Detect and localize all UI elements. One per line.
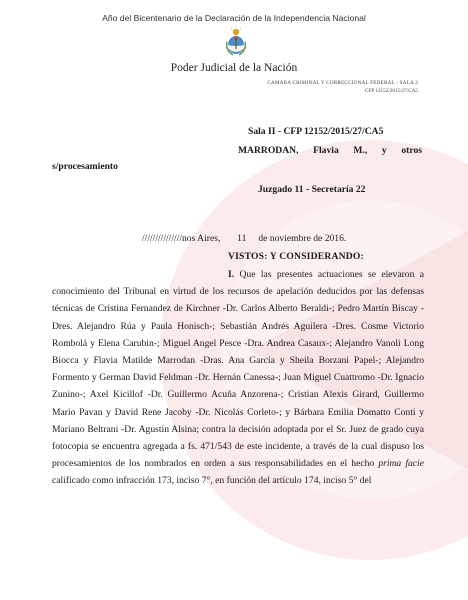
paragraph-text-continued: calificado como infracción 173, inciso 7°, en función del artículo 174, inciso 5° del <box>52 475 372 487</box>
court-secretary: Juzgado 11 - Secretaría 22 <box>258 184 366 195</box>
party-word: Flavia <box>313 145 339 156</box>
section-marker: I. <box>228 269 235 280</box>
chamber-name: CAMARA CRIMINAL Y CORRECCIONAL FEDERAL - SALA 2 <box>267 80 418 86</box>
body-paragraph <box>52 266 424 490</box>
case-parties <box>238 145 422 156</box>
party-word: otros <box>401 145 422 156</box>
court-name: Poder Judicial de la Nación <box>170 62 298 74</box>
party-word: MARRODAN, <box>238 145 299 156</box>
sala-case-number: Sala II - CFP 12152/2015/27/CA5 <box>248 126 384 137</box>
case-reference-small: CFP 12152/2015/27/CA5 <box>365 88 418 94</box>
party-word: M., <box>353 145 368 156</box>
bicentenario-header: Año del Bicentenario de la Declaración de la Independencia Nacional <box>102 13 366 23</box>
vistos-heading: VISTOS: Y CONSIDERANDO: <box>228 251 364 262</box>
paragraph-text: Que las presentes actuaciones se elevaron a conocimiento del Tribunal en virtud de los recursos de apelación deducidos por las defensas técnicas de Cristina Fernandez de Kirchner -Dr. Carlos Alberto Beraldi-; Pedro Martín Biscay -Dres. Alejandro Rúa y Paula Honisch-; Sebastián Andrés Aguilera -Dres. Cosme Victorio Rombolá y Elena Carubin-; Miguel Angel Pesce -Dra. Andrea Casaux-; Alejandro Vanoli Long Biocca y Flavia Matilde Marrodan -Dras. Ana García y Sheila Borzani Papel-; Alejandro Formento y German David Feldman -Dr. Hernán Canessa-; Juan Miguel Cuattromo -Dr. Ignacio Zunino-; Axel Kicillof -Dr. Guillermo Acuña Anzorena-; Cristian Alexis Girard, Guillermo Mario Pavan y David Rene Jacoby -Dr. Nicolás Corleto-; y Bárbara Emilia Domatto Conti y Mariano Beltrani -Dr. Agustín Alsina; contra la decisión adoptada por el Sr. Juez de grado cuya fotocopia se encuentra agregada a fs. 471/543 de este incidente, a través de la cual dispuso los procesamientos de los nombrados en orden a sus responsabilidades en el hecho <box>52 269 424 470</box>
case-procedure: s/procesamiento <box>52 161 118 172</box>
argentina-coat-of-arms-icon <box>225 26 247 56</box>
party-word: y <box>381 145 387 156</box>
italic-phrase: prima facie <box>378 458 424 470</box>
decision-date: ///////////////nos Aires, 11 de noviembre de 2016. <box>142 233 347 244</box>
